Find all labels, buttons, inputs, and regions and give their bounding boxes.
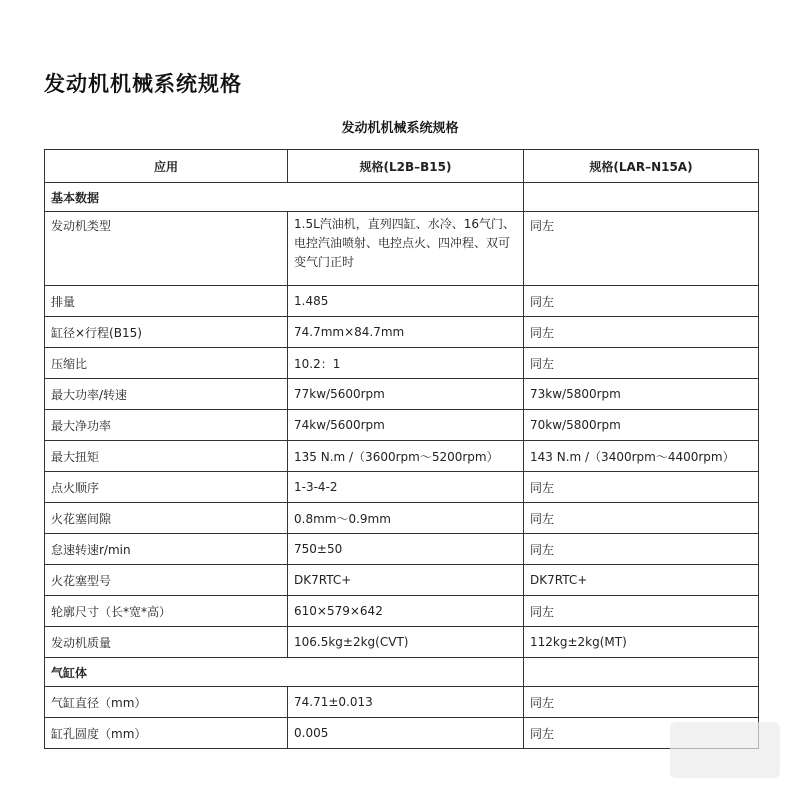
table-row [45,317,759,348]
table-caption: 发动机机械系统规格 [341,121,459,136]
row-label: 火花塞间隙 [45,503,288,534]
table-row [45,687,759,718]
cell-l2b: 610×579×642 [288,596,524,627]
row-label: 气缸直径（mm） [45,687,288,718]
spec-table [44,149,759,749]
cell-l2b: 77kw/5600rpm [288,379,524,410]
section-empty-cell [524,658,759,687]
cell-lar: 112kg±2kg(MT) [524,627,759,658]
table-row [45,348,759,379]
cell-lar: 同左 [524,718,759,749]
section-row-cylinder-block [45,658,759,687]
cell-lar: 同左 [524,534,759,565]
row-label: 发动机质量 [45,627,288,658]
section-title: 气缸体 [45,658,524,687]
section-title: 基本数据 [45,183,524,212]
table-row [45,212,759,286]
cell-lar: 73kw/5800rpm [524,379,759,410]
cell-l2b: 1.5L汽油机，直列四缸、水冷、16气门、电控汽油喷射、电控点火、四冲程、双可变气门正时 [288,212,524,286]
row-label: 最大扭矩 [45,441,288,472]
cell-lar: 同左 [524,348,759,379]
cell-lar: 同左 [524,596,759,627]
section-empty-cell [524,183,759,212]
cell-l2b: 1.485 [288,286,524,317]
row-label: 发动机类型 [45,212,288,286]
cell-l2b: 74kw/5600rpm [288,410,524,441]
cell-l2b: 135 N.m /（3600rpm～5200rpm） [288,441,524,472]
row-label: 最大净功率 [45,410,288,441]
row-label: 排量 [45,286,288,317]
cell-l2b: DK7RTC+ [288,565,524,596]
cell-l2b: 74.71±0.013 [288,687,524,718]
table-row [45,410,759,441]
table-row [45,472,759,503]
cell-lar: DK7RTC+ [524,565,759,596]
row-label: 缸孔圆度（mm） [45,718,288,749]
header-application: 应用 [45,150,288,183]
cell-lar: 同左 [524,317,759,348]
row-label: 火花塞型号 [45,565,288,596]
row-label: 压缩比 [45,348,288,379]
row-label: 轮廓尺寸（长*宽*高） [45,596,288,627]
table-row [45,627,759,658]
cell-l2b: 106.5kg±2kg(CVT) [288,627,524,658]
table-row [45,596,759,627]
table-row [45,379,759,410]
table-row [45,503,759,534]
row-label: 最大功率/转速 [45,379,288,410]
table-row [45,534,759,565]
cell-lar: 143 N.m /（3400rpm～4400rpm） [524,441,759,472]
table-row [45,718,759,749]
cell-l2b: 0.8mm～0.9mm [288,503,524,534]
cell-lar: 同左 [524,472,759,503]
cell-lar: 70kw/5800rpm [524,410,759,441]
cell-l2b: 1-3-4-2 [288,472,524,503]
cell-l2b: 10.2：1 [288,348,524,379]
table-header-row [45,150,759,183]
row-label: 缸径×行程(B15) [45,317,288,348]
row-label: 点火顺序 [45,472,288,503]
cell-l2b: 74.7mm×84.7mm [288,317,524,348]
table-row [45,565,759,596]
header-spec-l2b: 规格(L2B–B15) [288,150,524,183]
section-row-basic [45,183,759,212]
header-spec-lar: 规格(LAR–N15A) [524,150,759,183]
watermark-overlay [670,722,780,778]
cell-l2b: 750±50 [288,534,524,565]
table-row [45,441,759,472]
cell-lar: 同左 [524,286,759,317]
cell-lar: 同左 [524,212,759,286]
row-label: 怠速转速r/min [45,534,288,565]
cell-l2b: 0.005 [288,718,524,749]
page-title: 发动机机械系统规格 [44,72,242,96]
cell-lar: 同左 [524,503,759,534]
cell-lar: 同左 [524,687,759,718]
table-row [45,286,759,317]
